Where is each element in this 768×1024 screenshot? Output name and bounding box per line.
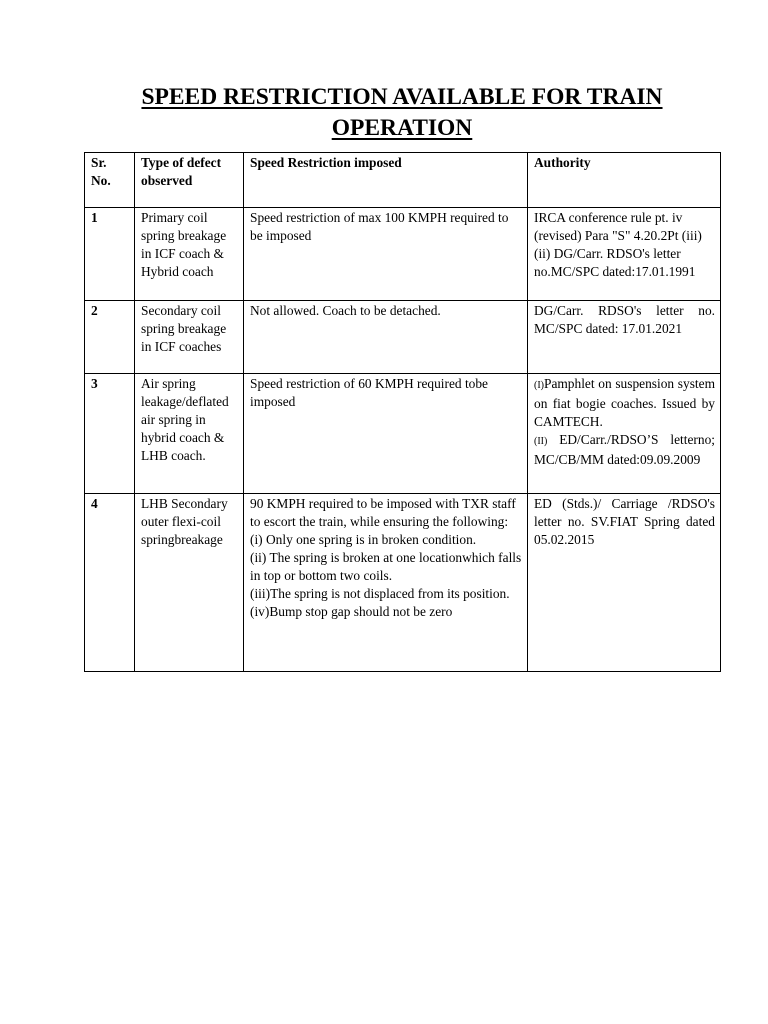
item-marker: (I): [534, 380, 544, 391]
speed-restriction-table: [84, 152, 721, 672]
table-row: [85, 208, 721, 301]
restriction-cell: Not allowed. Coach to be detached.: [244, 301, 528, 374]
header-restriction: Speed Restriction imposed: [244, 153, 528, 208]
authority-cell: IRCA conference rule pt. iv (revised) Para "S" 4.20.2Pt (iii) (ii) DG/Carr. RDSO's letter no.MC/SPC dated:17.01.1991: [528, 208, 721, 301]
condition-item: (i) Only one spring is in broken condition.: [250, 532, 477, 547]
authority-item: [534, 431, 715, 469]
defect-cell: Air spring leakage/deflated air spring in hybrid coach & LHB coach.: [135, 374, 244, 494]
title-line-1: SPEED RESTRICTION AVAILABLE FOR TRAIN: [141, 84, 663, 110]
page-title: [84, 82, 720, 144]
defect-cell: LHB Secondary outer flexi-coil springbreakage: [135, 494, 244, 672]
item-text: Pamphlet on suspension system on fiat bogie coaches. Issued by CAMTECH.: [534, 376, 715, 429]
header-sr-no: Sr. No.: [85, 153, 135, 208]
item-text: ED/Carr./RDSO’S letterno; MC/CB/MM dated:09.09.2009: [534, 432, 715, 467]
row-number: 1: [85, 208, 135, 301]
table-row: [85, 301, 721, 374]
title-line-2: OPERATION: [331, 115, 473, 141]
restriction-cell: Speed restriction of max 100 KMPH required to be imposed: [244, 208, 528, 301]
authority-item: [534, 375, 715, 431]
restriction-cell: Speed restriction of 60 KMPH required tobe imposed: [244, 374, 528, 494]
row-number: 4: [85, 494, 135, 672]
table-header-row: [85, 153, 721, 208]
restriction-cell: [244, 494, 528, 672]
header-authority: Authority: [528, 153, 721, 208]
table-row: [85, 494, 721, 672]
restriction-intro: 90 KMPH required to be imposed with TXR staff to escort the train, while ensuring the following:: [250, 496, 516, 529]
authority-cell: ED (Stds.)/ Carriage /RDSO's letter no. SV.FIAT Spring dated 05.02.2015: [528, 494, 721, 672]
condition-item: (ii) The spring is broken at one locationwhich falls in top or bottom two coils.: [250, 550, 522, 583]
authority-cell: [528, 374, 721, 494]
defect-cell: Secondary coil spring breakage in ICF coaches: [135, 301, 244, 374]
authority-cell: DG/Carr. RDSO's letter no. MC/SPC dated: 17.01.2021: [528, 301, 721, 374]
defect-cell: Primary coil spring breakage in ICF coach & Hybrid coach: [135, 208, 244, 301]
row-number: 2: [85, 301, 135, 374]
condition-item: (iv)Bump stop gap should not be zero: [250, 604, 453, 619]
item-marker: (II): [534, 436, 548, 447]
row-number: 3: [85, 374, 135, 494]
condition-item: (iii)The spring is not displaced from its position.: [250, 586, 510, 601]
header-defect: Type of defect observed: [135, 153, 244, 208]
table-row: [85, 374, 721, 494]
